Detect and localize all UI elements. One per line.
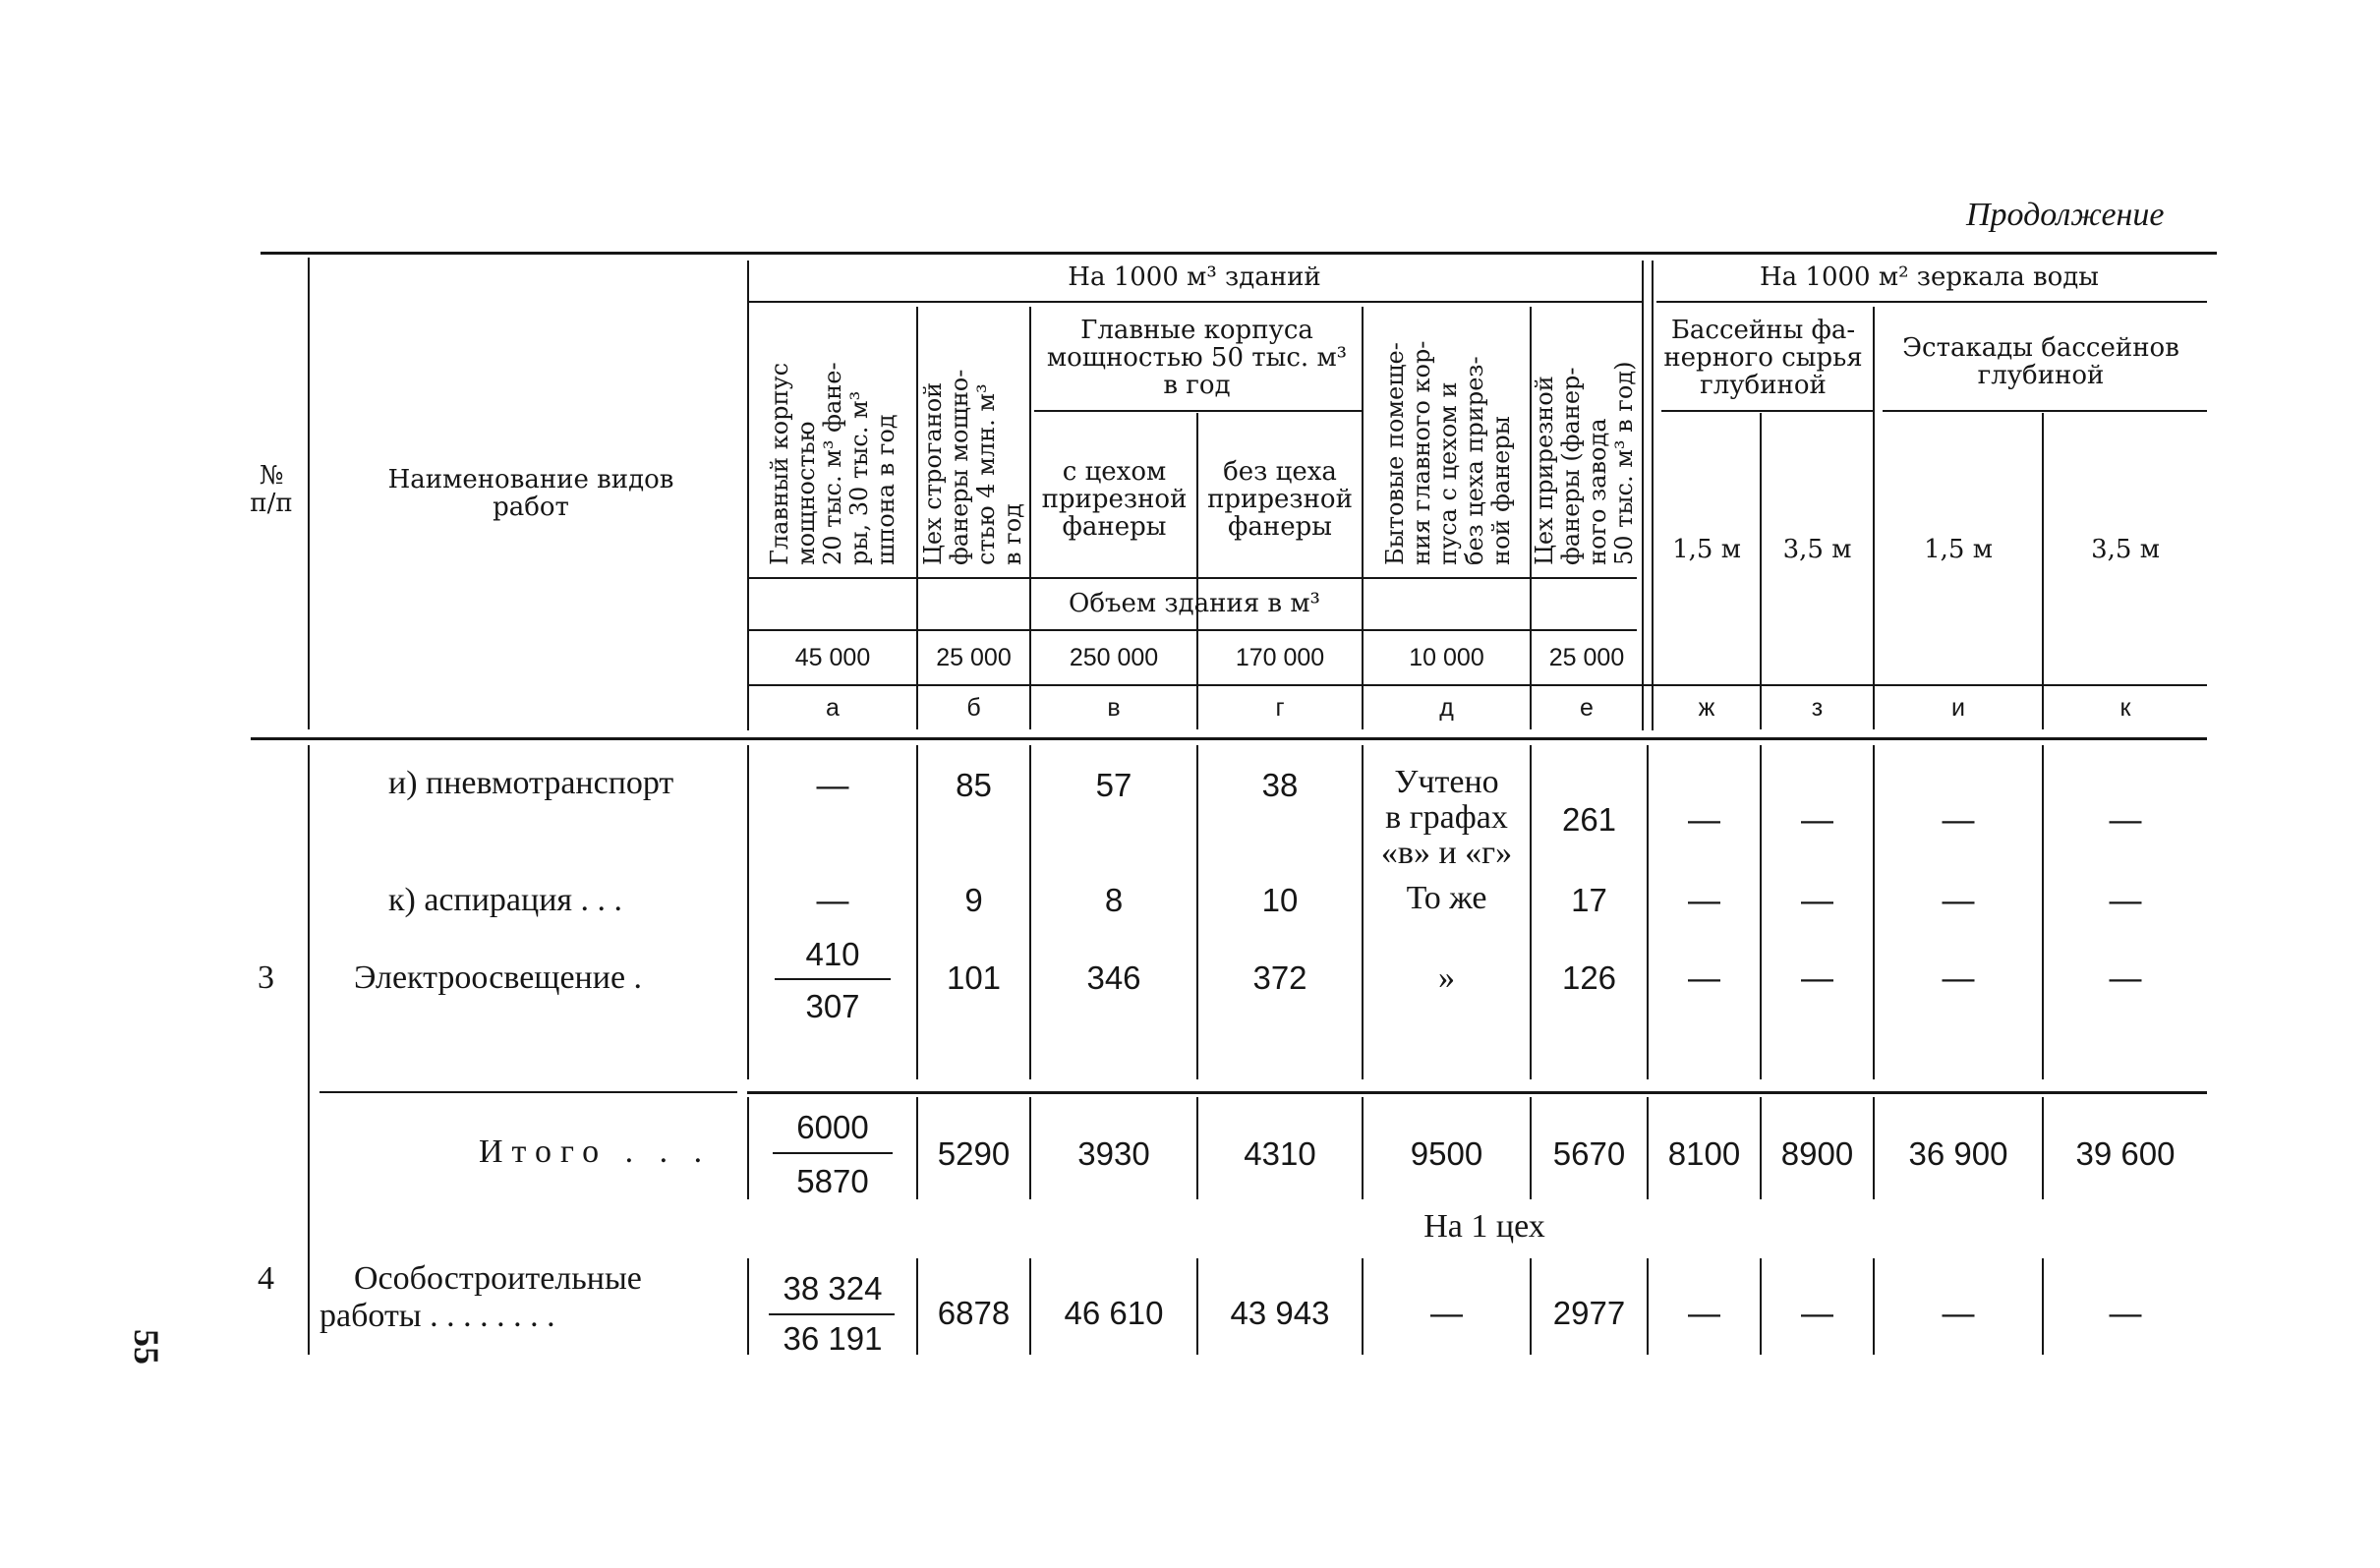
- cell-e: 126: [1561, 959, 1617, 996]
- column-letter: д: [1439, 694, 1454, 722]
- row-name-line-1: Особостроительные: [354, 1260, 642, 1297]
- column-letter: и: [1951, 694, 1965, 722]
- cell-v: 3930: [1077, 1135, 1150, 1172]
- cell-k: —: [2109, 801, 2142, 838]
- page-number: 55: [127, 1329, 166, 1365]
- row-name-line-2: работы . . . . . . . .: [319, 1298, 555, 1334]
- cell-e: 261: [1561, 801, 1617, 838]
- row-name: Электроосвещение .: [354, 959, 643, 996]
- header-depth-4: 3,5 м: [2091, 535, 2160, 564]
- cell-d: 9500: [1410, 1135, 1483, 1172]
- cell-i: —: [1942, 801, 1975, 838]
- column-letter: к: [2119, 694, 2131, 722]
- cell-a: —: [816, 882, 849, 918]
- column-letter: а: [826, 694, 840, 722]
- header-overpasses: Эстакады бассейнов глубиной: [1902, 333, 2179, 390]
- column-letter: з: [1811, 694, 1824, 722]
- header-col-e: Цех прирезной фанеры (фанер- ного завода 50 тыс. м³ в год): [1531, 361, 1638, 565]
- cell-a-bottom: 36 191: [783, 1320, 883, 1357]
- row-name: к) аспирация . . .: [388, 882, 623, 918]
- column-letter: ж: [1698, 694, 1715, 722]
- fraction-line: [769, 1313, 895, 1315]
- fraction-line: [775, 978, 891, 980]
- cell-k: 39 600: [2075, 1135, 2176, 1172]
- fraction-line: [773, 1152, 893, 1154]
- cell-z: —: [1801, 801, 1833, 838]
- cell-k: —: [2109, 1295, 2142, 1331]
- cell-e: 17: [1571, 882, 1607, 918]
- column-letter: е: [1580, 694, 1594, 722]
- cell-d: —: [1430, 1295, 1463, 1331]
- cell-i: —: [1942, 959, 1975, 996]
- row-name: Итого . . .: [479, 1133, 712, 1170]
- header-depth-3: 1,5 м: [1924, 535, 1993, 564]
- cell-i: —: [1942, 1295, 1975, 1331]
- cell-a-bottom: 5870: [796, 1163, 869, 1199]
- volume-cell: 10 000: [1409, 644, 1484, 671]
- volume-cell: 25 000: [936, 644, 1012, 671]
- header-work-name-label: Наименование видов работ: [387, 465, 674, 522]
- cell-k: —: [2109, 959, 2142, 996]
- cell-a-bottom: 307: [805, 988, 860, 1024]
- cell-z: —: [1801, 1295, 1833, 1331]
- cell-d: Учтено в графах «в» и «г»: [1380, 764, 1513, 871]
- header-number-label: № п/п: [250, 461, 293, 518]
- column-letter: в: [1107, 694, 1121, 722]
- row-name: и) пневмотранспорт: [388, 765, 674, 801]
- cell-d: То же: [1406, 880, 1487, 916]
- cell-zh: —: [1688, 882, 1720, 918]
- cell-b: 101: [946, 959, 1002, 996]
- row-number: 3: [258, 959, 274, 996]
- cell-e: 2977: [1552, 1295, 1626, 1331]
- cell-e: 5670: [1552, 1135, 1626, 1172]
- cell-z: —: [1801, 959, 1833, 996]
- volume-cell: 250 000: [1069, 644, 1159, 671]
- per-shop-label: На 1 цех: [1423, 1208, 1545, 1245]
- cell-z: 8900: [1780, 1135, 1854, 1172]
- continuation-label: Продолжение: [1966, 197, 2165, 233]
- cell-b: 5290: [937, 1135, 1011, 1172]
- cell-b: 85: [956, 767, 992, 803]
- cell-zh: —: [1688, 1295, 1720, 1331]
- cell-g: 372: [1252, 959, 1307, 996]
- column-letter: б: [966, 694, 981, 722]
- cell-a: —: [816, 767, 849, 803]
- cell-g: 38: [1261, 767, 1299, 803]
- column-letter: г: [1275, 694, 1285, 722]
- cell-v: 8: [1104, 882, 1124, 918]
- volume-cell: 170 000: [1235, 644, 1325, 671]
- cell-a-top: 6000: [796, 1109, 869, 1145]
- header-col-b: Цех строганой фанеры мощно- стью 4 млн. м³ в год: [919, 369, 1026, 565]
- cell-g: 10: [1261, 882, 1299, 918]
- cell-z: —: [1801, 882, 1833, 918]
- cell-v: 46 610: [1064, 1295, 1164, 1331]
- cell-i: 36 900: [1908, 1135, 2008, 1172]
- header-group-water: На 1000 м² зеркала воды: [1759, 262, 2100, 292]
- volume-cell: 25 000: [1548, 644, 1625, 671]
- row-number: 4: [258, 1260, 274, 1297]
- cell-zh: 8100: [1667, 1135, 1741, 1172]
- cell-g: 4310: [1244, 1135, 1316, 1172]
- cell-a-top: 410: [805, 936, 860, 972]
- cell-zh: —: [1688, 959, 1720, 996]
- header-group-buildings: На 1000 м³ зданий: [1068, 262, 1321, 292]
- header-col-d: Бытовые помеще- ния главного кор- пуса с цехом и без цеха прирез- ной фанеры: [1381, 340, 1515, 565]
- header-volume-label: Объем здания в м³: [1069, 589, 1320, 618]
- cell-g: 43 943: [1230, 1295, 1330, 1331]
- cell-v: 346: [1086, 959, 1141, 996]
- header-col-g: без цеха прирезной фанеры: [1207, 457, 1353, 542]
- cell-a-top: 38 324: [783, 1270, 883, 1307]
- header-pools: Бассейны фа- нерного сырья глубиной: [1663, 316, 1863, 400]
- cell-b: 6878: [937, 1295, 1011, 1331]
- cell-zh: —: [1688, 801, 1720, 838]
- cell-k: —: [2109, 882, 2142, 918]
- cell-b: 9: [964, 882, 983, 918]
- header-depth-1: 1,5 м: [1672, 535, 1741, 564]
- cell-v: 57: [1095, 767, 1132, 803]
- header-depth-2: 3,5 м: [1782, 535, 1852, 564]
- cell-i: —: [1942, 882, 1975, 918]
- header-col-v: с цехом прирезной фанеры: [1041, 457, 1188, 542]
- header-col-a: Главный корпус мощностью 20 тыс. м³ фане- ры, 30 тыс. м³ шпона в год: [766, 362, 900, 565]
- cell-d: »: [1438, 959, 1455, 996]
- volume-cell: 45 000: [794, 644, 871, 671]
- header-main-buildings: Главные корпуса мощностью 50 тыс. м³ в год: [1046, 316, 1348, 400]
